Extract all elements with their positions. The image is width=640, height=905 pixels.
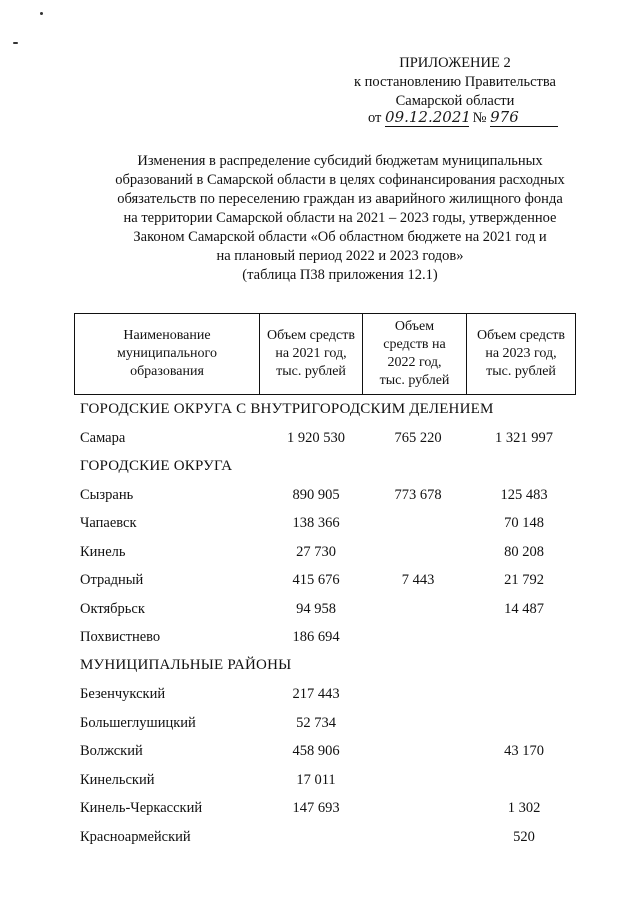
document-title	[60, 152, 620, 285]
cell-2021: 415 676	[292, 572, 340, 588]
cell-2023: 70 148	[504, 515, 544, 531]
row-name: Безенчукский	[80, 686, 166, 702]
appendix-title: ПРИЛОЖЕНИЕ 2	[399, 55, 511, 71]
cell-2023: 1 302	[507, 800, 541, 816]
cell-2021: 458 906	[292, 743, 340, 759]
cell-2023: 43 170	[504, 743, 544, 759]
row-name: Похвистнево	[80, 629, 161, 645]
cell-2021: 27 730	[296, 544, 336, 560]
number-label: №	[472, 110, 487, 126]
cell-2023: 520	[513, 829, 535, 845]
cell-2023: 80 208	[504, 544, 544, 560]
title-line: (таблица П38 приложения 12.1)	[242, 267, 438, 283]
row-name: Чапаевск	[80, 515, 137, 531]
header-municipality: Наименование муниципального образования	[117, 328, 217, 379]
row-name: Сызрань	[80, 487, 134, 503]
table-header	[74, 313, 576, 395]
section-title: ГОРОДСКИЕ ОКРУГА	[80, 458, 233, 474]
cell-2021: 94 958	[296, 601, 336, 617]
cell-2021: 52 734	[296, 715, 336, 731]
title-line: обязательств по переселению граждан из аварийного жилищного фонда	[117, 191, 563, 207]
row-name: Красноармейский	[80, 829, 191, 845]
row-name: Кинель	[80, 544, 126, 560]
cell-2023: 14 487	[504, 601, 544, 617]
row-name: Отрадный	[80, 572, 144, 588]
row-name: Кинель-Черкасский	[80, 800, 203, 816]
cell-2021: 138 366	[292, 515, 340, 531]
cell-2021: 17 011	[296, 772, 336, 788]
cell-2023: 125 483	[500, 487, 548, 503]
cell-2022: 7 443	[401, 572, 435, 588]
from-label: от	[368, 110, 382, 126]
section-title: МУНИЦИПАЛЬНЫЕ РАЙОНЫ	[80, 657, 292, 673]
cell-2021: 217 443	[292, 686, 340, 702]
resolution-date-number	[368, 108, 558, 127]
header-2023: Объем средств на 2023 год, тыс. рублей	[466, 314, 575, 394]
title-line: на территории Самарской области на 2021 – 2023 годы, утвержденное	[123, 210, 557, 226]
cell-2022: 765 220	[394, 430, 442, 446]
appendix-reference: к постановлению Правительства	[354, 74, 556, 90]
cell-2022: 773 678	[394, 487, 442, 503]
cell-2023: 21 792	[504, 572, 544, 588]
handwritten-number: 976	[490, 108, 558, 127]
appendix-region: Самарской области	[395, 93, 515, 109]
row-name: Кинельский	[80, 772, 155, 788]
cell-2021: 1 920 530	[287, 430, 345, 446]
header-2021: Объем средств на 2021 год, тыс. рублей	[259, 314, 362, 394]
title-line: образований в Самарской области в целях софинансирования расходных	[115, 172, 565, 188]
section-title: ГОРОДСКИЕ ОКРУГА С ВНУТРИГОРОДСКИМ ДЕЛЕНИЕМ	[80, 401, 494, 417]
cell-2021: 147 693	[292, 800, 340, 816]
scan-speck	[13, 42, 18, 44]
title-line: на плановый период 2022 и 2023 годов»	[216, 248, 464, 264]
scan-speck	[40, 12, 43, 15]
header-2022: Объем средств на 2022 год, тыс. рублей	[362, 314, 466, 394]
handwritten-date: 09.12.2021	[385, 108, 471, 126]
cell-2021: 186 694	[292, 629, 340, 645]
cell-2021: 890 905	[292, 487, 340, 503]
title-line: Законом Самарской области «Об областном бюджете на 2021 год и	[133, 229, 547, 245]
row-name: Большеглушицкий	[80, 715, 196, 731]
cell-2023: 1 321 997	[495, 430, 553, 446]
row-name: Самара	[80, 430, 126, 446]
row-name: Волжский	[80, 743, 143, 759]
title-line: Изменения в распределение субсидий бюджетам муниципальных	[137, 153, 543, 169]
row-name: Октябрьск	[80, 601, 145, 617]
